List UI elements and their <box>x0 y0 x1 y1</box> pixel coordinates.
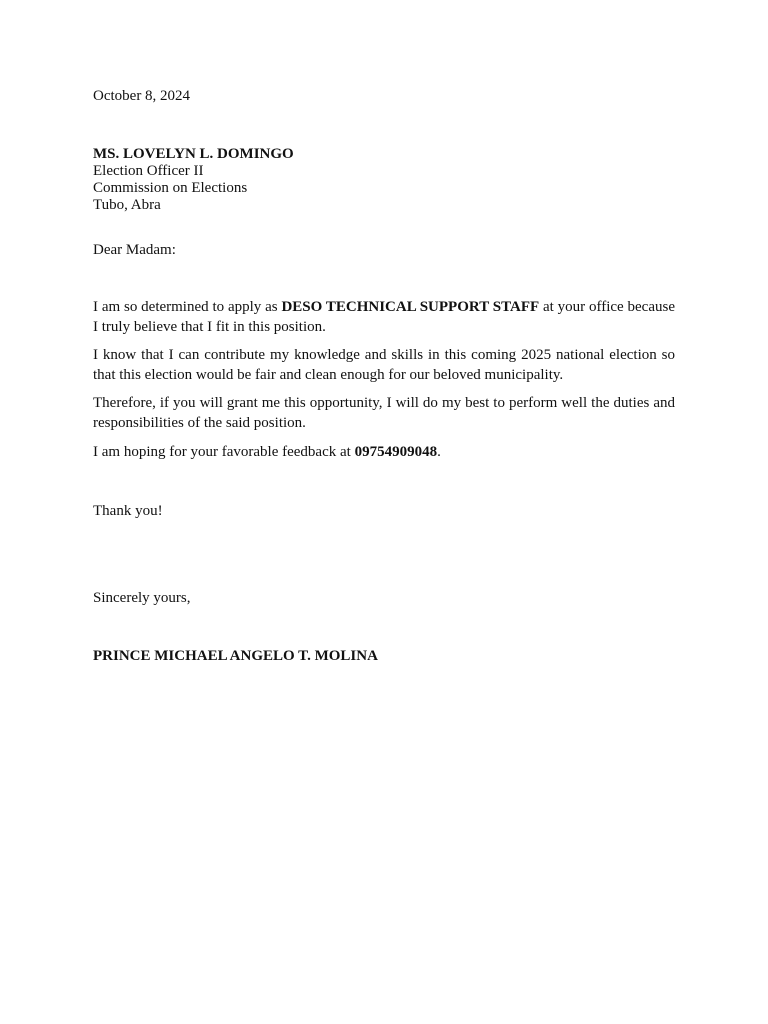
paragraph-4-intro: I am hoping for your favorable feedback at <box>93 444 355 460</box>
thank-you-line: Thank you! <box>93 503 163 519</box>
paragraph-1-intro: I am so determined to apply as <box>93 299 282 315</box>
paragraph-1-rest: at your office because I truly believe that I fit in this position. <box>93 299 675 335</box>
closing-line: Sincerely yours, <box>93 590 191 606</box>
salutation: Dear Madam: <box>93 242 176 258</box>
position-title: DESO TECHNICAL SUPPORT STAFF <box>281 299 540 315</box>
body-paragraph-3: Therefore, if you will grant me this opportunity, I will do my best to perform well the duties and responsibilities of the said position. <box>93 395 675 431</box>
recipient-organization: Commission on Elections <box>93 180 248 196</box>
recipient-name: MS. LOVELYN L. DOMINGO <box>93 146 294 162</box>
letter-page <box>93 0 675 1024</box>
recipient-location: Tubo, Abra <box>93 197 161 213</box>
body-paragraph-1 <box>93 298 675 337</box>
signatory-name: PRINCE MICHAEL ANGELO T. MOLINA <box>93 648 378 664</box>
contact-phone: 09754909048 <box>354 444 438 460</box>
paragraph-4-end: . <box>437 444 441 460</box>
letter-date: October 8, 2024 <box>93 88 191 104</box>
body-paragraph-2: I know that I can contribute my knowledge and skills in this coming 2025 national election so that this election would be fair and clean enough for our beloved municipality. <box>93 347 675 383</box>
body-paragraph-4 <box>93 443 675 463</box>
recipient-title: Election Officer II <box>93 163 204 179</box>
